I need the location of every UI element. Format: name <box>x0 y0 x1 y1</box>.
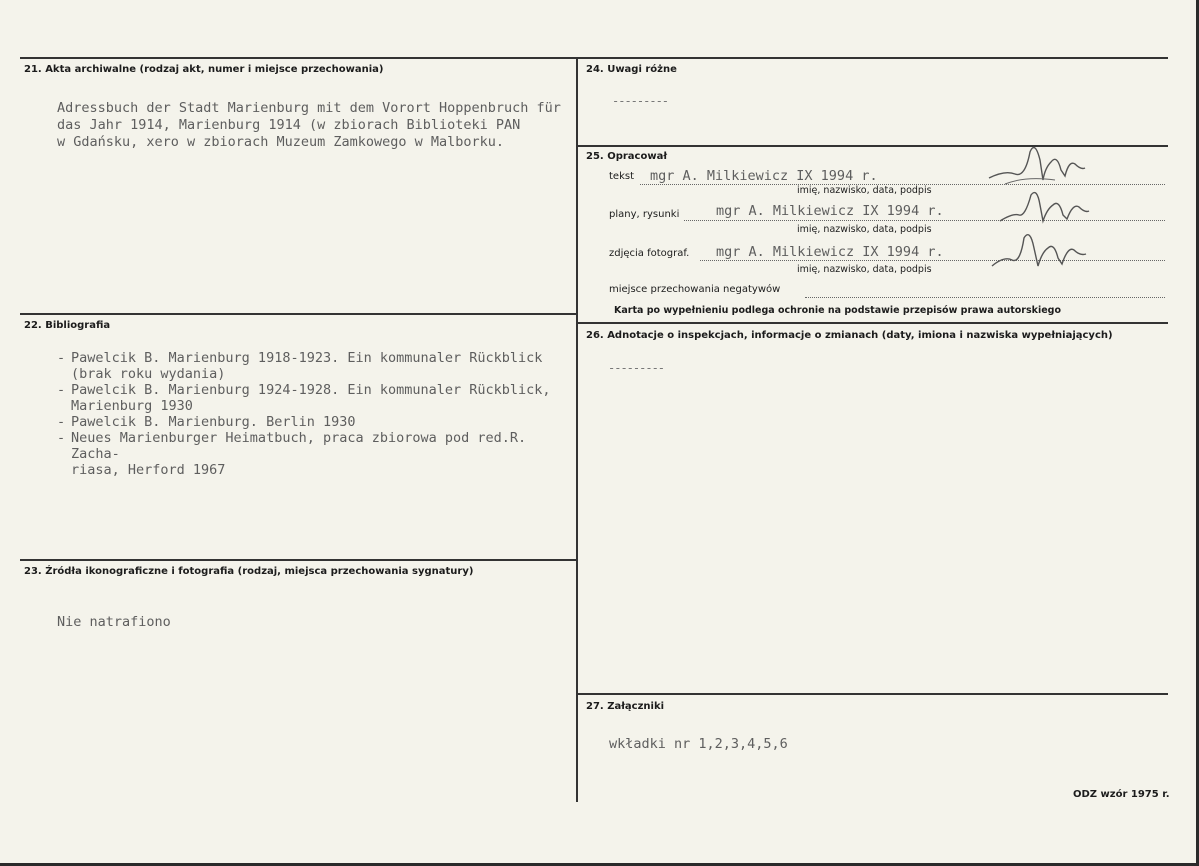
bibliography-item <box>57 430 567 478</box>
rule-21-22 <box>20 313 576 315</box>
section-23-label: 23. Źródła ikonograficzne i fotografia (rodzaj, miejsca przechowania sygnatury) <box>24 566 474 577</box>
section-27-value: wkładki nr 1,2,3,4,5,6 <box>609 736 788 752</box>
section-21-label: 21. Akta archiwalne (rodzaj akt, numer i miejsce przechowania) <box>24 64 384 75</box>
rule-26-27 <box>578 693 1168 695</box>
section-21-line-2: das Jahr 1914, Marienburg 1914 (w zbiorach Biblioteki PAN <box>57 117 521 133</box>
negatives-line <box>805 297 1165 298</box>
bibliography-item <box>57 414 567 430</box>
section-24-label: 24. Uwagi różne <box>586 64 677 75</box>
bibliography-text: Pawelcik B. Marienburg 1918-1923. Ein kommunaler Rückblick (brak roku wydania) <box>71 350 543 382</box>
photos-row-line <box>700 260 1165 261</box>
copyright-note: Karta po wypełnieniu podlega ochronie na podstawie przepisów prawa autorskiego <box>614 305 1061 316</box>
text-row-value: mgr A. Milkiewicz IX 1994 r. <box>650 168 878 184</box>
text-row-label: tekst <box>609 171 634 182</box>
bibliography-text: Pawelcik B. Marienburg 1924-1928. Ein kommunaler Rückblick, Marienburg 1930 <box>71 382 551 414</box>
section-25-label: 25. Opracował <box>586 151 668 162</box>
rule-25-26 <box>578 322 1168 324</box>
bullet-dash: - <box>57 350 66 366</box>
plans-row-value: mgr A. Milkiewicz IX 1994 r. <box>716 203 944 219</box>
photos-row-value: mgr A. Milkiewicz IX 1994 r. <box>716 244 944 260</box>
section-26-value: --------- <box>608 361 665 375</box>
negatives-label: miejsce przechowania negatywów <box>609 284 781 295</box>
form-code: ODZ wzór 1975 r. <box>1073 789 1170 800</box>
bibliography-text: Neues Marienburger Heimatbuch, praca zbiorowa pod red.R. Zacha- riasa, Herford 1967 <box>71 430 527 478</box>
photos-row-hint: imię, nazwisko, data, podpis <box>797 264 932 275</box>
bullet-dash: - <box>57 382 66 398</box>
plans-row-hint: imię, nazwisko, data, podpis <box>797 224 932 235</box>
center-divider <box>576 57 578 802</box>
section-26-label: 26. Adnotacje o inspekcjach, informacje o zmianach (daty, imiona i nazwiska wypełniających) <box>586 330 1113 341</box>
bibliography-text: Pawelcik B. Marienburg. Berlin 1930 <box>71 414 356 430</box>
bullet-dash: - <box>57 430 66 446</box>
text-row-hint: imię, nazwisko, data, podpis <box>797 185 932 196</box>
section-21-line-3: w Gdańsku, xero w zbiorach Muzeum Zamkowego w Malborku. <box>57 134 505 150</box>
bibliography-list <box>57 350 567 478</box>
section-24-value: --------- <box>612 94 669 108</box>
signature-2 <box>995 185 1095 230</box>
section-22-label: 22. Bibliografia <box>24 320 111 331</box>
bibliography-item <box>57 382 567 414</box>
bullet-dash: - <box>57 414 66 430</box>
signature-1 <box>985 140 1095 190</box>
top-rule <box>20 57 1168 59</box>
signature-3 <box>988 226 1093 274</box>
section-27-label: 27. Załączniki <box>586 701 665 712</box>
section-23-value: Nie natrafiono <box>57 614 171 630</box>
plans-row-label: plany, rysunki <box>609 209 680 220</box>
photos-row-label: zdjęcia fotograf. <box>609 248 690 259</box>
rule-22-23 <box>20 559 576 561</box>
bibliography-item <box>57 350 567 382</box>
section-21-line-1: Adressbuch der Stadt Marienburg mit dem Vorort Hoppenbruch für <box>57 100 561 116</box>
